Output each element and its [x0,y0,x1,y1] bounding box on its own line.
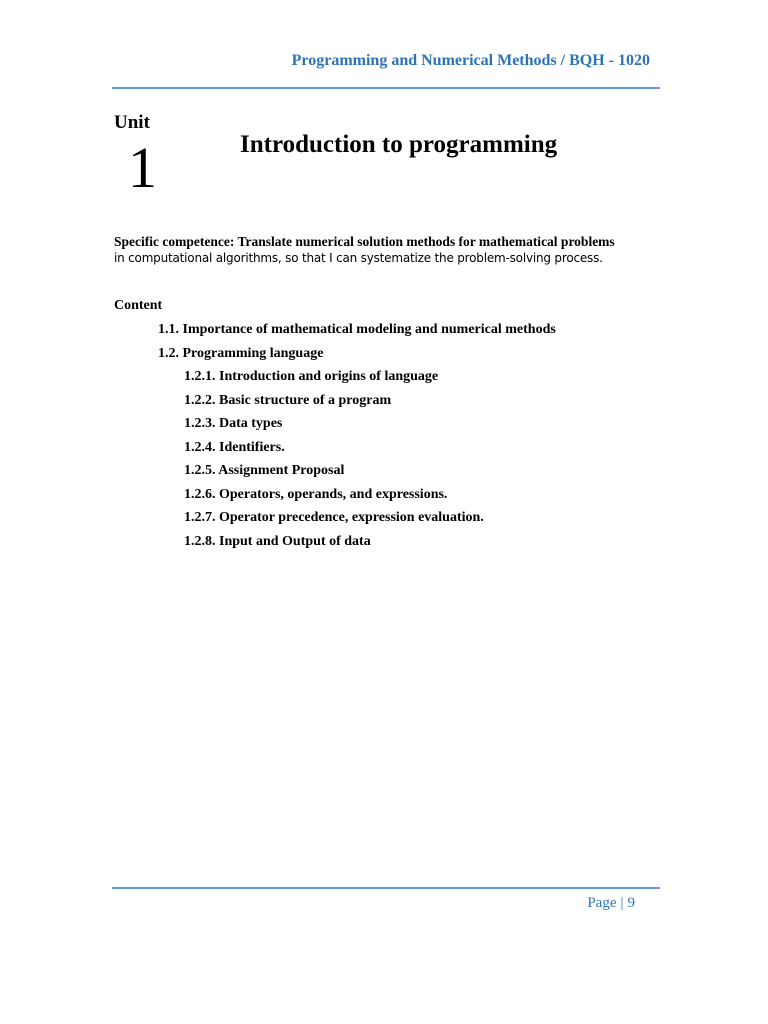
toc-subitem: 1.2.5. Assignment Proposal [184,463,345,478]
toc-subitem: 1.2.7. Operator precedence, expression evaluation. [184,510,484,525]
toc-subitem: 1.2.3. Data types [184,416,283,431]
page-label: Page [587,895,617,911]
toc-subitem: 1.2.1. Introduction and origins of language [184,369,439,384]
table-of-contents [0,322,556,557]
toc-subitem: 1.2.2. Basic structure of a program [184,392,392,408]
header-divider [112,87,660,89]
toc-subitem: 1.2.8. Input and Output of data [184,533,371,549]
content-heading: Content [114,298,163,313]
chapter-title: Introduction to programming [240,131,558,158]
competence-continuation: in computational algorithms, so that I can systematize the problem-solving process. [114,251,603,265]
toc-subitem: 1.2.6. Operators, operands, and expressions. [184,486,448,502]
unit-label: Unit [114,112,150,133]
toc-item: 1.1. Importance of mathematical modeling and numerical methods [158,322,556,337]
running-header-title: Programming and Numerical Methods / BQH - 1020 [291,52,650,69]
footer-divider [112,887,660,889]
page-number [587,895,635,912]
page-separator: | [620,895,624,911]
toc-item: 1.2. Programming language [158,345,324,361]
unit-number: 1 [128,135,157,200]
toc-subitem: 1.2.4. Identifiers. [184,439,285,455]
page-number-value: 9 [627,895,635,911]
competence-lead: Specific competence: Translate numerical solution methods for mathematical problems [114,234,615,249]
competence-statement [114,234,674,266]
